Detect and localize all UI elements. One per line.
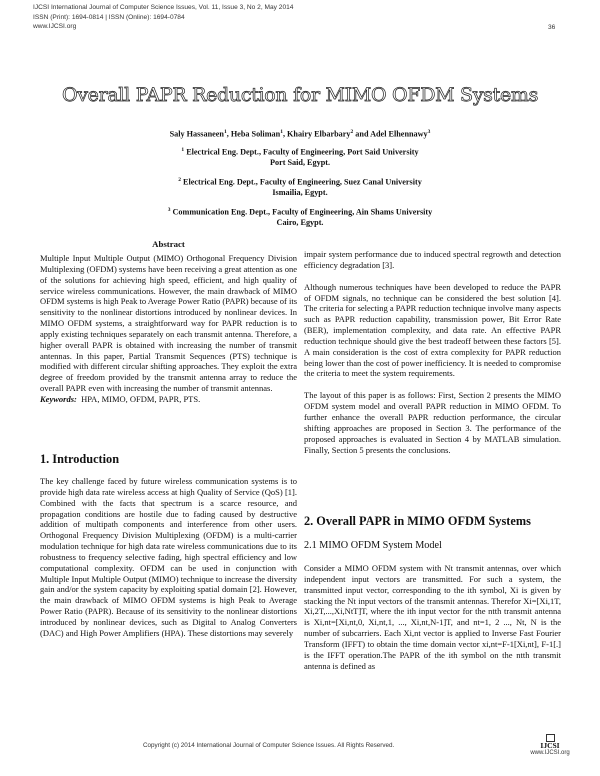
paragraph: impair system performance due to induced spectral regrowth and detection efficiency degradation [3]. — [304, 249, 561, 270]
author-affiliation-mark: 2 — [350, 129, 354, 135]
affiliation-location: Ismailia, Egypt. — [272, 187, 328, 197]
right-column-intro — [304, 249, 561, 455]
author-list: Saly Hassaneen$^1$, Heba Soliman$^1$, Khairy Elbarbary$^2$ and Adel Elhennawy$^3$ — [169, 129, 431, 139]
ijcsi-logo — [528, 734, 572, 756]
system-model-body — [304, 563, 561, 671]
affiliation-location: Cairo, Egypt. — [276, 217, 324, 227]
website: www.IJCSI.org — [33, 23, 77, 31]
logo-text: IJCSI — [540, 741, 560, 750]
issn: ISSN (Print): 1694-0814 | ISSN (Online): 1694-0784 — [33, 13, 185, 21]
paragraph: The key challenge faced by future wireless communication systems is to provide high data rate wireless access at high Quality of Service (QoS) [1]. Combined with the facts that spectrum is a scarce resource, and propagation conditions are hostile due to fading caused by destructive addition of multipath components and interference from other users. Orthogonal Frequency Division Multiplexing (OFDM) is a multi-carrier modulation technique for high data rate wireless communications due to its robustness to frequency selective fading, high spectral efficiency and low computational complexity. OFDM can be used in conjunction with Multiple Input Multiple Output (MIMO) technique to increase the diversity gain and/or the system capacity by exploiting spatial domain [2]. However, the main drawback of MIMO OFDM systems is high Peak to Average Power Ratio (PAPR). Because of its sensitivity to the nonlinear distortions introduced by nonlinear devices, such as Digital to Analog Converters (DAC) and High Power Amplifiers (HPA). These distortions may severely — [40, 476, 297, 638]
affiliation-location: Port Said, Egypt. — [269, 157, 331, 167]
section-heading-introduction: 1. Introduction — [40, 452, 120, 466]
affiliation-line: Electrical Eng. Dept., Faculty of Engineering, Suez Canal University — [183, 177, 422, 187]
affiliation-line: Communication Eng. Dept., Faculty of Engineering, Ain Shams University — [172, 207, 433, 217]
keywords-label: Keywords: — [40, 393, 77, 404]
paragraph: Although numerous techniques have been developed to reduce the PAPR of OFDM signals, no technique can be considered the best solution [4]. The criteria for selecting a PAPR reduction technique involve many aspects such as PAPR reduction capability, transmission power, Bit Error Rate (BER), implementation complexity, and data rate. An effective PAPR reduction technique should give the best tradeoff between these factors [5]. A main consideration is the cost of extra complexity for PAPR reduction being lower than the cost of power inefficiency. It is needed to compromise the criteria to meet the system requirements. — [304, 281, 561, 379]
paper-title: Overall PAPR Reduction for MIMO OFDM Systems — [61, 84, 539, 106]
affiliation-number: 1 — [181, 147, 185, 153]
author: Heba Soliman — [230, 129, 281, 139]
page-number: 36 — [548, 24, 556, 31]
affiliation-1 — [0, 145, 600, 168]
introduction-body — [40, 476, 297, 639]
abstract-heading: Abstract — [152, 239, 185, 249]
author-affiliation-mark: 3 — [427, 129, 431, 135]
journal-header — [33, 3, 293, 32]
author-affiliation-mark: 1 — [223, 129, 227, 135]
affiliation-line: Electrical Eng. Dept., Faculty of Engineering, Port Said University — [186, 147, 419, 157]
copyright-footer: Copyright (c) 2014 International Journal of Computer Science Issues. All Rights Reserved. — [143, 742, 395, 749]
affiliation-3 — [0, 205, 600, 228]
author: Khairy Elbarbary — [287, 129, 351, 139]
affiliation-2 — [0, 175, 600, 198]
section-heading-overall-papr: 2. Overall PAPR in MIMO OFDM Systems — [304, 514, 531, 528]
logo-url: www.IJCSI.org — [530, 750, 570, 756]
abstract — [40, 253, 297, 405]
abstract-text: Multiple Input Multiple Output (MIMO) Orthogonal Frequency Division Multiplexing (OFDM) systems have been receiving a great attention as one of the solutions for achieving high speed, efficient, and high quality of service wireless communications. However, the main drawback of MIMO OFDM systems is high Peak to Average Power Ratio (PAPR) because of its sensitivity to the nonlinear distortions introduced by nonlinear devices. In MIMO OFDM systems, a straightforward way for PAPR reduction is to apply existing techniques separately on each transmit antenna. Therefore, a higher overall PAPR is obtained with increasing the number of transmit antennas. In this paper, Partial Transmit Sequences (PTS) technique is modified with different circular shifting approaches. They exploit the extra degree of freedom provided by the transmit antenna array to reduce the overall PAPR even with increasing the number of transmit antennas. — [40, 253, 297, 394]
keywords-list: HPA, MIMO, OFDM, PAPR, PTS. — [81, 393, 201, 404]
affiliation-number: 2 — [178, 177, 181, 183]
journal-name: IJCSI International Journal of Computer Science Issues, Vol. 11, Issue 3, No 2, May 2014 — [33, 4, 294, 11]
affiliation-number: 3 — [167, 207, 171, 213]
subsection-heading-system-model: 2.1 MIMO OFDM System Model — [304, 540, 442, 551]
keywords — [40, 394, 297, 405]
author: Saly Hassaneen — [169, 129, 224, 139]
author-affiliation-mark: 1 — [280, 129, 283, 135]
author: Adel Elhennawy — [370, 129, 428, 139]
paragraph: The layout of this paper is as follows: First, Section 2 presents the MIMO OFDM system model and overall PAPR reduction in MIMO OFDM. To further enhance the overall PAPR reduction performance, the circular shifting approaches are proposed in Section 3. The performance of the proposed approaches is evaluated in Section 4 by MATLAB simulation. Finally, Section 5 presents the conclusions. — [304, 390, 561, 455]
paragraph: Consider a MIMO OFDM system with Nt transmit antennas, over which independent input vectors are transmitted. For such a system, the transmitted input vector, corresponding to the ith symbol, Xi is given by stacking the Nt input vectors of the transmit antennas. Therefor Xi=[Xi,1T, Xi,2T,...,Xi,NtT]T, where the ith input vector for the ntth transmit antenna is Xi,nt=[Xi,nt,0, Xi,nt,1, ..., Xi,nt,N-1]T, and nt=1, 2 ..., Nt, N is the number of subcarriers. Each Xi,nt vector is applied to Inverse Fast Fourier Transform (IFFT) to obtain the time domain vector xi,nt=F-1[Xi,nt], F-1[.] is the IFFT operation.The PAPR of the ith symbol on the ntth transmit antenna is defined as — [304, 563, 561, 671]
